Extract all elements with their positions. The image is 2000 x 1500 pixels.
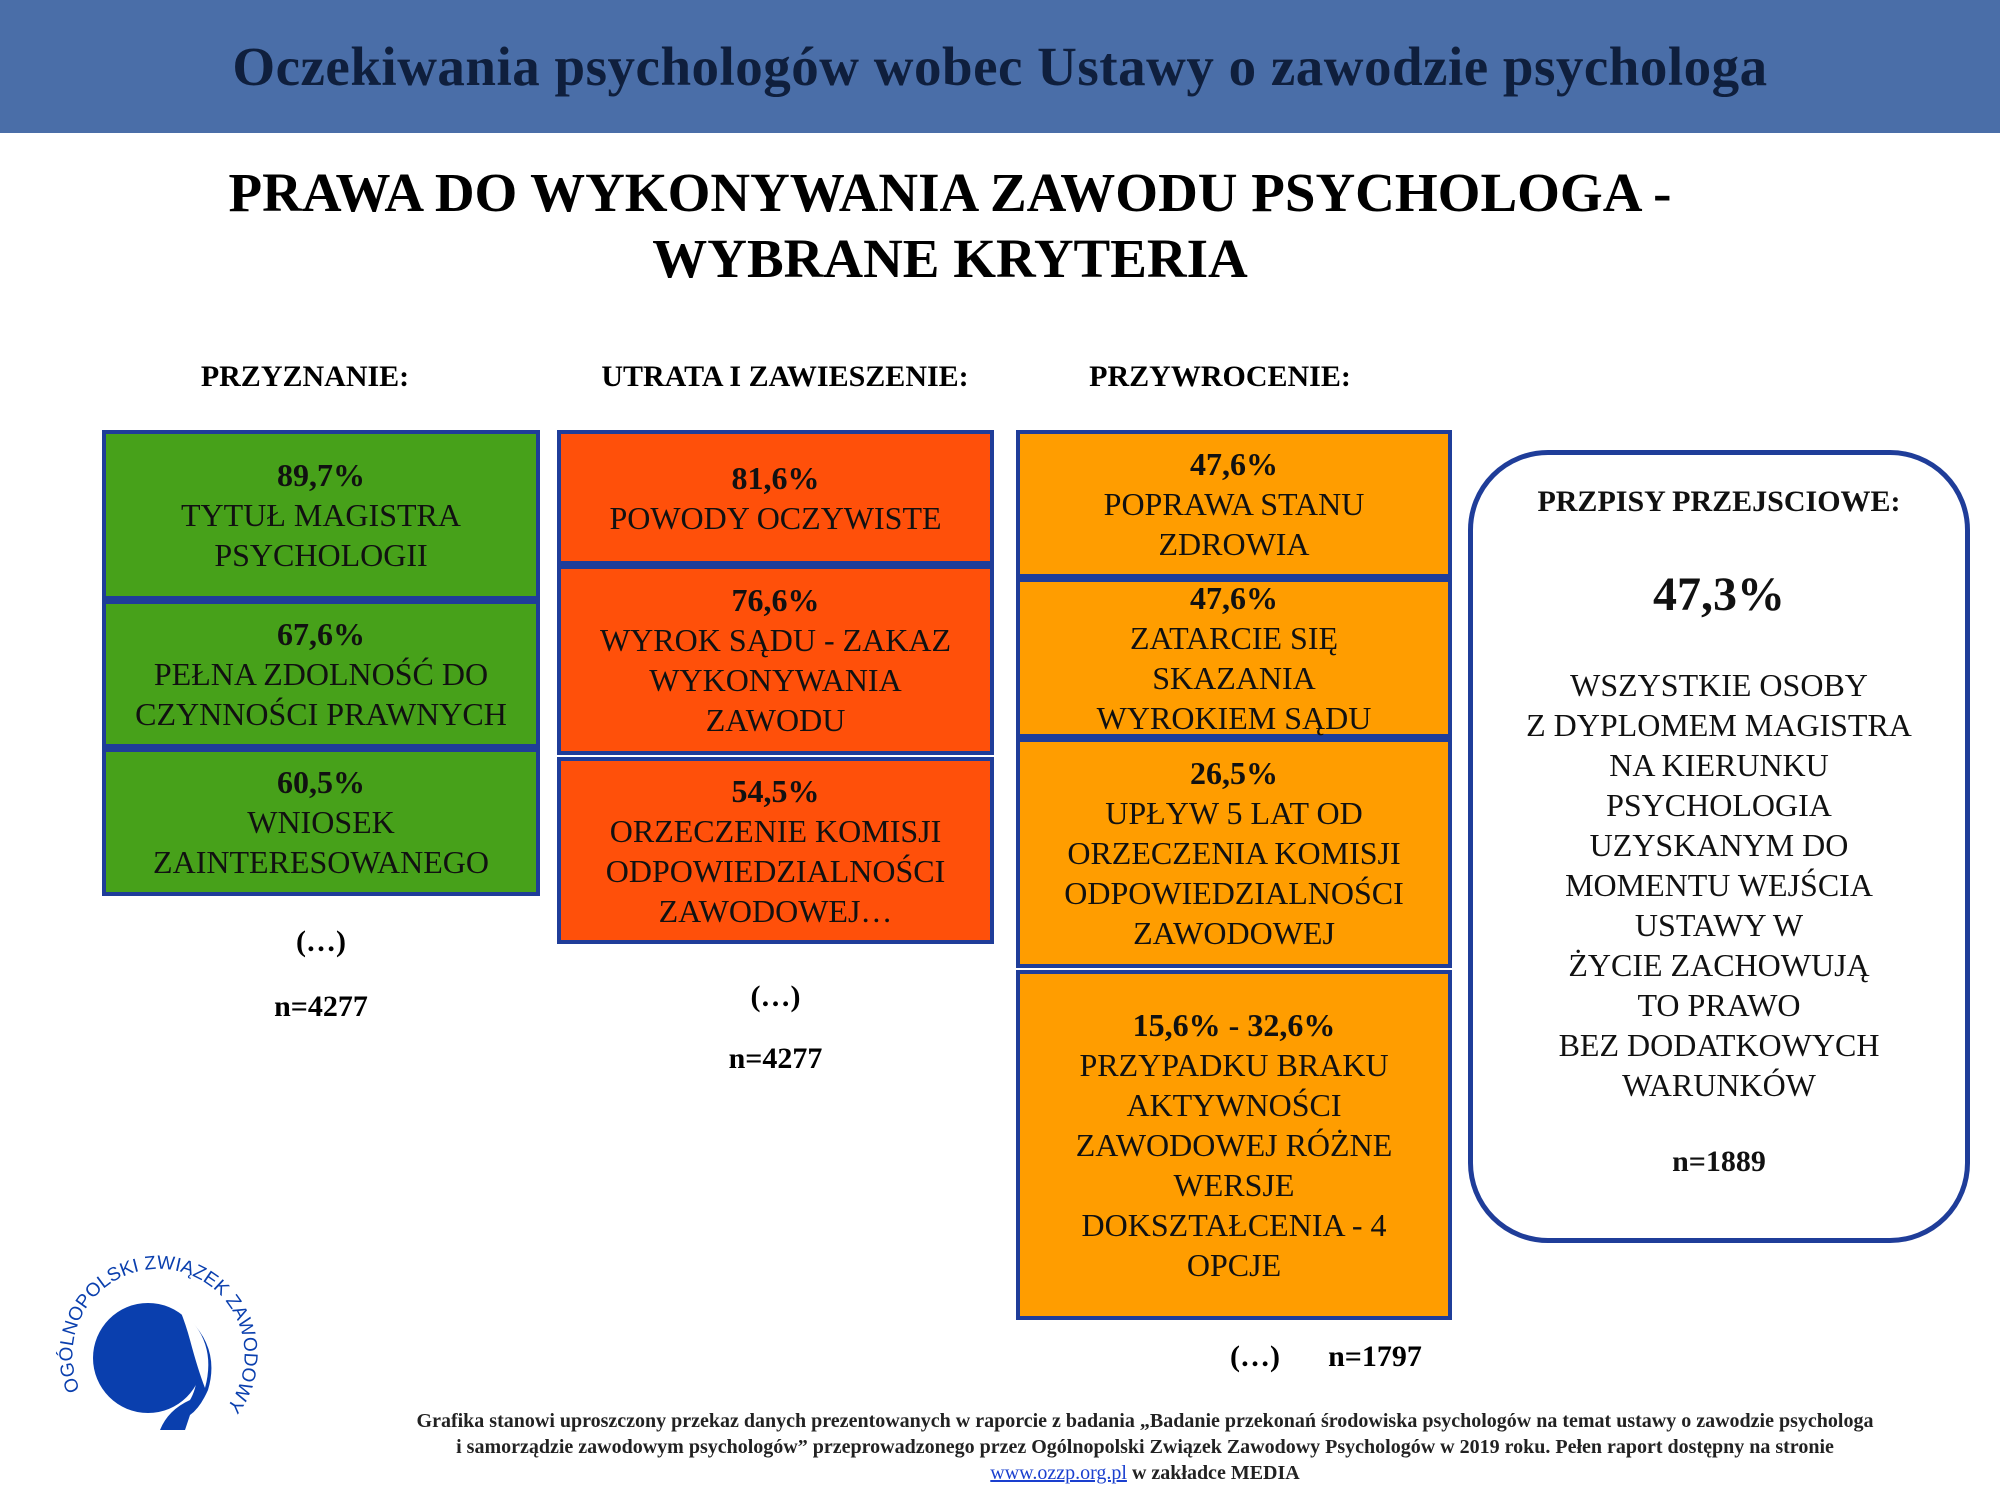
przywrocenie-n: n=1797 <box>1328 1340 1422 1373</box>
przywrocenie-text-1: POPRAWA STANU ZDROWIA <box>1103 486 1365 562</box>
przywrocenie-pct-1: 47,6% <box>1190 446 1278 482</box>
przyznanie-text-3: WNIOSEK ZAINTERESOWANEGO <box>153 804 489 880</box>
przywrocenie-box-3 <box>1016 738 1452 968</box>
przywrocenie-pct-2: 47,6% <box>1190 580 1278 616</box>
panel-line: BEZ DODATKOWYCH <box>1558 1027 1880 1063</box>
przyznanie-n: n=4277 <box>274 990 368 1023</box>
panel-line: UZYSKANYM DO <box>1589 827 1849 863</box>
przyznanie-box-3 <box>102 748 540 896</box>
footer-line-2: i samorządzie zawodowym psychologów” przeprowadzonego przez Ogólnopolski Związek Zawodowy Psychologów w 2019 roku. Pełen raport dostępny na stronie <box>456 1436 1834 1458</box>
utrata-ellipsis: (…) <box>750 980 801 1013</box>
panel-line: TO PRAWO <box>1637 987 1801 1023</box>
footer-line-3-suffix: w zakładce MEDIA <box>1126 1462 1300 1484</box>
przyznanie-pct-2: 67,6% <box>277 616 365 652</box>
przyznanie-pct-1: 89,7% <box>277 457 365 493</box>
logo-graphic <box>40 1240 275 1475</box>
przyznanie-text-2: PEŁNA ZDOLNOŚĆ DO CZYNNOŚCI PRAWNYCH <box>135 656 507 732</box>
panel-title: PRZPISY PRZEJSCIOWE: <box>1537 485 1901 518</box>
przywrocenie-box-4 <box>1016 970 1452 1320</box>
utrata-text-1: POWODY OCZYWISTE <box>609 499 942 536</box>
przyznanie-box-1 <box>102 430 540 600</box>
panel-line: USTAWY W <box>1634 907 1804 943</box>
panel-line: NA KIERUNKU <box>1609 747 1829 783</box>
przywrocenie-pct-4: 15,6% - 32,6% <box>1132 1007 1336 1043</box>
przywrocenie-text-4: PRZYPADKU BRAKU AKTYWNOŚCI ZAWODOWEJ RÓŻNE WERSJE DOKSZTAŁCENIA - 4 OPCJE <box>1075 1047 1393 1283</box>
przywrocenie-text-2: ZATARCIE SIĘ SKAZANIA WYROKIEM SĄDU <box>1096 620 1372 736</box>
przywrocenie-pct-3: 26,5% <box>1190 755 1278 791</box>
heading-przywrocenie: PRZYWROCENIE: <box>1089 360 1351 393</box>
subtitle-line-2: WYBRANE KRYTERIA <box>652 228 1248 289</box>
panel-percent: 47,3% <box>1653 568 1785 621</box>
przywrocenie-text-3: UPŁYW 5 LAT OD ORZECZENIA KOMISJI ODPOWIEDZIALNOŚCI ZAWODOWEJ <box>1064 795 1404 951</box>
panel-body <box>1473 665 1965 1105</box>
panel-n: n=1889 <box>1672 1145 1766 1178</box>
przywrocenie-box-1 <box>1016 430 1452 578</box>
panel-line: PSYCHOLOGIA <box>1606 787 1832 823</box>
transitional-provisions-panel <box>1468 450 1970 1243</box>
footer-line-3 <box>310 1460 1980 1486</box>
utrata-text-3: ORZECZENIE KOMISJI ODPOWIEDZIALNOŚCI ZAWODOWEJ… <box>605 812 946 929</box>
header-banner <box>0 0 2000 133</box>
przywrocenie-box-2 <box>1016 578 1452 738</box>
heading-przyznanie: PRZYZNANIE: <box>200 360 410 393</box>
heading-utrata: UTRATA I ZAWIESZENIE: <box>601 360 969 393</box>
report-link[interactable]: www.ozzp.org.pl <box>990 1462 1127 1484</box>
ozzp-logo <box>40 1240 275 1475</box>
utrata-pct-3: 54,5% <box>731 772 820 809</box>
utrata-box-3 <box>557 757 994 944</box>
footer-note <box>310 1408 1980 1486</box>
przyznanie-ellipsis: (…) <box>296 925 346 958</box>
page-subtitle <box>0 160 1900 292</box>
panel-line: Z DYPLOMEM MAGISTRA <box>1526 707 1912 743</box>
panel-line: WARUNKÓW <box>1622 1067 1816 1103</box>
subtitle-line-1: PRAWA DO WYKONYWANIA ZAWODU PSYCHOLOGA - <box>228 162 1672 223</box>
panel-line: WSZYSTKIE OSOBY <box>1570 667 1868 703</box>
przywrocenie-ellipsis: (…) <box>1230 1340 1280 1373</box>
footer-line-1: Grafika stanowi uproszczony przekaz danych prezentowanych w raporcie z badania „Badanie przekonań środowiska psychologów na temat ustawy o zawodzie psychologa <box>416 1410 1874 1432</box>
logo-text: OGÓLNOPOLSKI ZWIĄZEK ZAWODOWY <box>56 1252 261 1417</box>
przyznanie-box-2 <box>102 600 540 748</box>
panel-line: MOMENTU WEJŚCIA <box>1565 867 1873 903</box>
przyznanie-text-1: TYTUŁ MAGISTRA PSYCHOLOGII <box>181 497 461 573</box>
utrata-pct-1: 81,6% <box>731 459 820 496</box>
utrata-pct-2: 76,6% <box>731 582 820 618</box>
banner-title: Oczekiwania psychologów wobec Ustawy o zawodzie psychologa <box>232 36 1768 97</box>
utrata-box-1 <box>557 430 994 565</box>
przyznanie-pct-3: 60,5% <box>277 764 365 800</box>
utrata-text-2: WYROK SĄDU - ZAKAZ WYKONYWANIA ZAWODU <box>599 622 952 738</box>
utrata-box-2 <box>557 565 994 755</box>
utrata-n: n=4277 <box>728 1042 823 1075</box>
panel-line: ŻYCIE ZACHOWUJĄ <box>1568 947 1870 983</box>
